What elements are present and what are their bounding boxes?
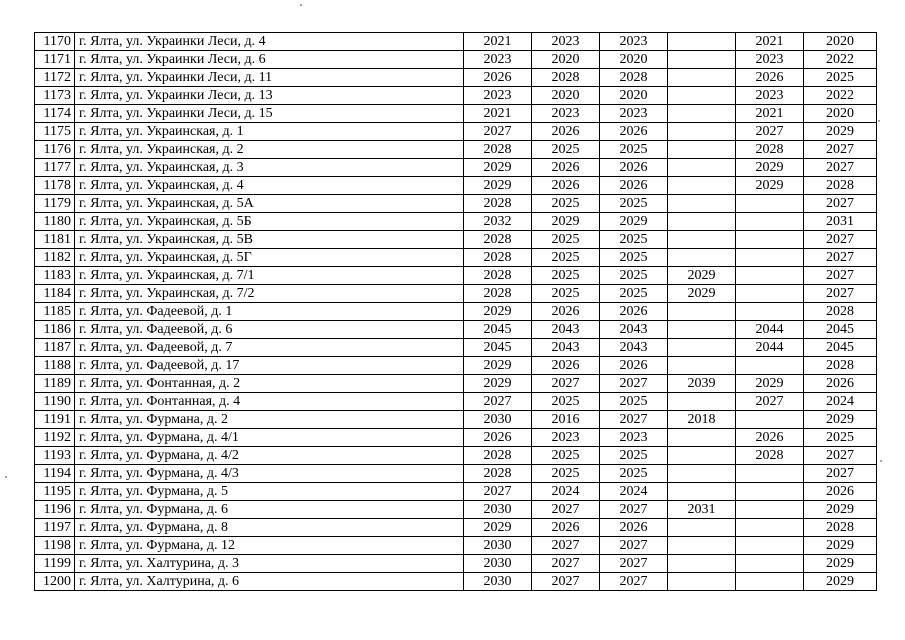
year-cell-5: 2044 bbox=[736, 339, 804, 357]
year-cell-1: 2026 bbox=[464, 69, 532, 87]
row-number: 1174 bbox=[35, 105, 75, 123]
year-cell-2: 2026 bbox=[532, 303, 600, 321]
year-cell-4 bbox=[668, 69, 736, 87]
year-cell-4 bbox=[668, 51, 736, 69]
year-cell-5: 2027 bbox=[736, 393, 804, 411]
year-cell-6: 2020 bbox=[804, 105, 877, 123]
year-cell-5 bbox=[736, 411, 804, 429]
row-number: 1190 bbox=[35, 393, 75, 411]
year-cell-1: 2028 bbox=[464, 447, 532, 465]
year-cell-4 bbox=[668, 141, 736, 159]
year-cell-4 bbox=[668, 357, 736, 375]
row-number: 1177 bbox=[35, 159, 75, 177]
year-cell-2: 2020 bbox=[532, 51, 600, 69]
year-cell-2: 2027 bbox=[532, 537, 600, 555]
year-cell-4 bbox=[668, 447, 736, 465]
row-number: 1199 bbox=[35, 555, 75, 573]
year-cell-1: 2027 bbox=[464, 483, 532, 501]
address-cell: г. Ялта, ул. Украинская, д. 3 bbox=[75, 159, 464, 177]
year-cell-4 bbox=[668, 303, 736, 321]
row-number: 1179 bbox=[35, 195, 75, 213]
table-row bbox=[35, 573, 877, 591]
address-cell: г. Ялта, ул. Фурмана, д. 6 bbox=[75, 501, 464, 519]
year-cell-1: 2026 bbox=[464, 429, 532, 447]
year-cell-1: 2028 bbox=[464, 231, 532, 249]
year-cell-1: 2030 bbox=[464, 573, 532, 591]
year-cell-6: 2026 bbox=[804, 483, 877, 501]
year-cell-6: 2029 bbox=[804, 573, 877, 591]
table-row bbox=[35, 447, 877, 465]
year-cell-1: 2032 bbox=[464, 213, 532, 231]
year-cell-6: 2028 bbox=[804, 519, 877, 537]
year-cell-2: 2025 bbox=[532, 285, 600, 303]
year-cell-6: 2026 bbox=[804, 375, 877, 393]
year-cell-4 bbox=[668, 393, 736, 411]
year-cell-4 bbox=[668, 87, 736, 105]
year-cell-3: 2027 bbox=[600, 411, 668, 429]
address-cell: г. Ялта, ул. Украинки Леси, д. 13 bbox=[75, 87, 464, 105]
year-cell-3: 2025 bbox=[600, 447, 668, 465]
year-cell-1: 2023 bbox=[464, 87, 532, 105]
address-cell: г. Ялта, ул. Украинки Леси, д. 4 bbox=[75, 33, 464, 51]
table-row bbox=[35, 195, 877, 213]
year-cell-2: 2020 bbox=[532, 87, 600, 105]
year-cell-6: 2029 bbox=[804, 123, 877, 141]
address-cell: г. Ялта, ул. Украинки Леси, д. 15 bbox=[75, 105, 464, 123]
row-number: 1196 bbox=[35, 501, 75, 519]
year-cell-3: 2025 bbox=[600, 267, 668, 285]
year-cell-4 bbox=[668, 555, 736, 573]
year-cell-2: 2027 bbox=[532, 573, 600, 591]
year-cell-3: 2026 bbox=[600, 123, 668, 141]
year-cell-1: 2028 bbox=[464, 285, 532, 303]
scan-speck bbox=[880, 460, 882, 462]
year-cell-4 bbox=[668, 177, 736, 195]
row-number: 1194 bbox=[35, 465, 75, 483]
year-cell-2: 2026 bbox=[532, 519, 600, 537]
year-cell-6: 2027 bbox=[804, 267, 877, 285]
year-cell-5 bbox=[736, 195, 804, 213]
year-cell-4 bbox=[668, 429, 736, 447]
table-row bbox=[35, 339, 877, 357]
year-cell-5 bbox=[736, 537, 804, 555]
table-row bbox=[35, 537, 877, 555]
year-cell-5: 2029 bbox=[736, 177, 804, 195]
row-number: 1186 bbox=[35, 321, 75, 339]
table-row bbox=[35, 555, 877, 573]
year-cell-3: 2026 bbox=[600, 303, 668, 321]
address-cell: г. Ялта, ул. Фонтанная, д. 4 bbox=[75, 393, 464, 411]
address-cell: г. Ялта, ул. Фадеевой, д. 17 bbox=[75, 357, 464, 375]
year-cell-6: 2024 bbox=[804, 393, 877, 411]
year-cell-3: 2025 bbox=[600, 465, 668, 483]
year-cell-2: 2025 bbox=[532, 231, 600, 249]
year-cell-6: 2020 bbox=[804, 33, 877, 51]
year-cell-2: 2043 bbox=[532, 339, 600, 357]
year-cell-3: 2026 bbox=[600, 177, 668, 195]
year-cell-6: 2029 bbox=[804, 501, 877, 519]
year-cell-2: 2026 bbox=[532, 123, 600, 141]
table-row bbox=[35, 105, 877, 123]
table-row bbox=[35, 465, 877, 483]
address-cell: г. Ялта, ул. Украинки Леси, д. 6 bbox=[75, 51, 464, 69]
year-cell-2: 2027 bbox=[532, 501, 600, 519]
year-cell-6: 2027 bbox=[804, 159, 877, 177]
year-cell-3: 2029 bbox=[600, 213, 668, 231]
year-cell-6: 2025 bbox=[804, 429, 877, 447]
row-number: 1170 bbox=[35, 33, 75, 51]
year-cell-5: 2044 bbox=[736, 321, 804, 339]
year-cell-5: 2028 bbox=[736, 447, 804, 465]
table-row bbox=[35, 87, 877, 105]
address-cell: г. Ялта, ул. Халтурина, д. 3 bbox=[75, 555, 464, 573]
year-cell-1: 2028 bbox=[464, 195, 532, 213]
year-cell-6: 2027 bbox=[804, 465, 877, 483]
row-number: 1193 bbox=[35, 447, 75, 465]
year-cell-6: 2045 bbox=[804, 339, 877, 357]
year-cell-3: 2026 bbox=[600, 159, 668, 177]
year-cell-5: 2029 bbox=[736, 375, 804, 393]
row-number: 1181 bbox=[35, 231, 75, 249]
year-cell-2: 2025 bbox=[532, 195, 600, 213]
year-cell-3: 2043 bbox=[600, 339, 668, 357]
year-cell-4 bbox=[668, 249, 736, 267]
row-number: 1173 bbox=[35, 87, 75, 105]
row-number: 1197 bbox=[35, 519, 75, 537]
year-cell-6: 2029 bbox=[804, 411, 877, 429]
table-row bbox=[35, 501, 877, 519]
address-cell: г. Ялта, ул. Фурмана, д. 4/1 bbox=[75, 429, 464, 447]
table-row bbox=[35, 51, 877, 69]
address-cell: г. Ялта, ул. Украинская, д. 5В bbox=[75, 231, 464, 249]
scan-speck bbox=[5, 476, 7, 478]
year-cell-5 bbox=[736, 483, 804, 501]
year-cell-2: 2029 bbox=[532, 213, 600, 231]
year-cell-4 bbox=[668, 213, 736, 231]
year-cell-4 bbox=[668, 537, 736, 555]
year-cell-1: 2028 bbox=[464, 141, 532, 159]
address-cell: г. Ялта, ул. Фурмана, д. 4/2 bbox=[75, 447, 464, 465]
row-number: 1189 bbox=[35, 375, 75, 393]
row-number: 1171 bbox=[35, 51, 75, 69]
scan-speck bbox=[878, 120, 880, 122]
address-cell: г. Ялта, ул. Украинки Леси, д. 11 bbox=[75, 69, 464, 87]
year-cell-1: 2028 bbox=[464, 465, 532, 483]
row-number: 1200 bbox=[35, 573, 75, 591]
address-cell: г. Ялта, ул. Украинская, д. 2 bbox=[75, 141, 464, 159]
year-cell-3: 2025 bbox=[600, 393, 668, 411]
year-cell-3: 2027 bbox=[600, 573, 668, 591]
year-cell-2: 2027 bbox=[532, 555, 600, 573]
year-cell-6: 2025 bbox=[804, 69, 877, 87]
address-cell: г. Ялта, ул. Фурмана, д. 2 bbox=[75, 411, 464, 429]
year-cell-4 bbox=[668, 123, 736, 141]
year-cell-3: 2025 bbox=[600, 231, 668, 249]
year-cell-2: 2025 bbox=[532, 447, 600, 465]
year-cell-1: 2029 bbox=[464, 357, 532, 375]
year-cell-3: 2025 bbox=[600, 141, 668, 159]
table-row bbox=[35, 357, 877, 375]
scan-speck bbox=[300, 4, 302, 6]
address-cell: г. Ялта, ул. Халтурина, д. 6 bbox=[75, 573, 464, 591]
year-cell-5 bbox=[736, 303, 804, 321]
row-number: 1183 bbox=[35, 267, 75, 285]
year-cell-1: 2028 bbox=[464, 249, 532, 267]
year-cell-3: 2027 bbox=[600, 555, 668, 573]
year-cell-2: 2023 bbox=[532, 33, 600, 51]
year-cell-6: 2022 bbox=[804, 51, 877, 69]
year-cell-6: 2027 bbox=[804, 195, 877, 213]
year-cell-3: 2025 bbox=[600, 195, 668, 213]
year-cell-3: 2027 bbox=[600, 537, 668, 555]
year-cell-4 bbox=[668, 339, 736, 357]
row-number: 1185 bbox=[35, 303, 75, 321]
year-cell-4: 2029 bbox=[668, 285, 736, 303]
table-row bbox=[35, 231, 877, 249]
table-row bbox=[35, 519, 877, 537]
year-cell-6: 2027 bbox=[804, 285, 877, 303]
address-cell: г. Ялта, ул. Фадеевой, д. 7 bbox=[75, 339, 464, 357]
register-table-body bbox=[35, 33, 877, 591]
year-cell-3: 2020 bbox=[600, 87, 668, 105]
row-number: 1175 bbox=[35, 123, 75, 141]
table-row bbox=[35, 177, 877, 195]
year-cell-6: 2027 bbox=[804, 249, 877, 267]
table-row bbox=[35, 123, 877, 141]
year-cell-5 bbox=[736, 465, 804, 483]
table-row bbox=[35, 249, 877, 267]
address-cell: г. Ялта, ул. Фурмана, д. 8 bbox=[75, 519, 464, 537]
year-cell-3: 2023 bbox=[600, 105, 668, 123]
year-cell-6: 2029 bbox=[804, 537, 877, 555]
year-cell-2: 2025 bbox=[532, 141, 600, 159]
table-row bbox=[35, 411, 877, 429]
year-cell-5 bbox=[736, 249, 804, 267]
year-cell-1: 2045 bbox=[464, 339, 532, 357]
year-cell-1: 2027 bbox=[464, 123, 532, 141]
year-cell-4 bbox=[668, 105, 736, 123]
address-cell: г. Ялта, ул. Украинская, д. 7/1 bbox=[75, 267, 464, 285]
year-cell-3: 2023 bbox=[600, 33, 668, 51]
year-cell-5: 2029 bbox=[736, 159, 804, 177]
row-number: 1188 bbox=[35, 357, 75, 375]
year-cell-6: 2028 bbox=[804, 303, 877, 321]
address-cell: г. Ялта, ул. Украинская, д. 5А bbox=[75, 195, 464, 213]
table-row bbox=[35, 69, 877, 87]
row-number: 1198 bbox=[35, 537, 75, 555]
year-cell-3: 2028 bbox=[600, 69, 668, 87]
year-cell-2: 2026 bbox=[532, 357, 600, 375]
address-cell: г. Ялта, ул. Фурмана, д. 4/3 bbox=[75, 465, 464, 483]
year-cell-1: 2029 bbox=[464, 375, 532, 393]
year-cell-1: 2030 bbox=[464, 555, 532, 573]
table-row bbox=[35, 213, 877, 231]
year-cell-4: 2018 bbox=[668, 411, 736, 429]
year-cell-5: 2027 bbox=[736, 123, 804, 141]
year-cell-4 bbox=[668, 465, 736, 483]
year-cell-6: 2022 bbox=[804, 87, 877, 105]
year-cell-1: 2021 bbox=[464, 105, 532, 123]
table-row bbox=[35, 321, 877, 339]
year-cell-1: 2021 bbox=[464, 33, 532, 51]
year-cell-6: 2029 bbox=[804, 555, 877, 573]
address-cell: г. Ялта, ул. Украинская, д. 5Г bbox=[75, 249, 464, 267]
table-row bbox=[35, 303, 877, 321]
table-row bbox=[35, 429, 877, 447]
address-cell: г. Ялта, ул. Фадеевой, д. 6 bbox=[75, 321, 464, 339]
year-cell-1: 2030 bbox=[464, 537, 532, 555]
year-cell-3: 2020 bbox=[600, 51, 668, 69]
row-number: 1192 bbox=[35, 429, 75, 447]
year-cell-6: 2027 bbox=[804, 447, 877, 465]
year-cell-3: 2025 bbox=[600, 285, 668, 303]
row-number: 1187 bbox=[35, 339, 75, 357]
address-cell: г. Ялта, ул. Фонтанная, д. 2 bbox=[75, 375, 464, 393]
row-number: 1195 bbox=[35, 483, 75, 501]
year-cell-1: 2023 bbox=[464, 51, 532, 69]
year-cell-4 bbox=[668, 33, 736, 51]
year-cell-2: 2026 bbox=[532, 159, 600, 177]
table-row bbox=[35, 483, 877, 501]
year-cell-2: 2025 bbox=[532, 249, 600, 267]
year-cell-6: 2031 bbox=[804, 213, 877, 231]
year-cell-2: 2024 bbox=[532, 483, 600, 501]
year-cell-2: 2027 bbox=[532, 375, 600, 393]
year-cell-3: 2027 bbox=[600, 501, 668, 519]
year-cell-1: 2028 bbox=[464, 267, 532, 285]
year-cell-3: 2027 bbox=[600, 375, 668, 393]
address-cell: г. Ялта, ул. Украинская, д. 1 bbox=[75, 123, 464, 141]
year-cell-5 bbox=[736, 213, 804, 231]
year-cell-6: 2028 bbox=[804, 177, 877, 195]
year-cell-2: 2025 bbox=[532, 465, 600, 483]
year-cell-5 bbox=[736, 555, 804, 573]
year-cell-5 bbox=[736, 501, 804, 519]
year-cell-4: 2039 bbox=[668, 375, 736, 393]
row-number: 1176 bbox=[35, 141, 75, 159]
year-cell-5: 2026 bbox=[736, 429, 804, 447]
year-cell-6: 2028 bbox=[804, 357, 877, 375]
table-row bbox=[35, 375, 877, 393]
year-cell-2: 2026 bbox=[532, 177, 600, 195]
register-table bbox=[34, 32, 877, 591]
year-cell-4 bbox=[668, 231, 736, 249]
year-cell-1: 2030 bbox=[464, 411, 532, 429]
year-cell-2: 2016 bbox=[532, 411, 600, 429]
year-cell-5: 2023 bbox=[736, 87, 804, 105]
year-cell-1: 2027 bbox=[464, 393, 532, 411]
table-row bbox=[35, 267, 877, 285]
year-cell-5 bbox=[736, 285, 804, 303]
row-number: 1184 bbox=[35, 285, 75, 303]
year-cell-4 bbox=[668, 483, 736, 501]
year-cell-5: 2021 bbox=[736, 33, 804, 51]
year-cell-5 bbox=[736, 357, 804, 375]
row-number: 1180 bbox=[35, 213, 75, 231]
year-cell-1: 2029 bbox=[464, 519, 532, 537]
row-number: 1172 bbox=[35, 69, 75, 87]
table-row bbox=[35, 393, 877, 411]
table-row bbox=[35, 285, 877, 303]
year-cell-5 bbox=[736, 267, 804, 285]
year-cell-4 bbox=[668, 195, 736, 213]
table-row bbox=[35, 159, 877, 177]
year-cell-3: 2025 bbox=[600, 249, 668, 267]
year-cell-5: 2023 bbox=[736, 51, 804, 69]
year-cell-5 bbox=[736, 519, 804, 537]
year-cell-2: 2028 bbox=[532, 69, 600, 87]
address-cell: г. Ялта, ул. Фурмана, д. 12 bbox=[75, 537, 464, 555]
year-cell-5 bbox=[736, 573, 804, 591]
address-cell: г. Ялта, ул. Фурмана, д. 5 bbox=[75, 483, 464, 501]
address-cell: г. Ялта, ул. Украинская, д. 7/2 bbox=[75, 285, 464, 303]
year-cell-2: 2023 bbox=[532, 105, 600, 123]
year-cell-2: 2023 bbox=[532, 429, 600, 447]
address-cell: г. Ялта, ул. Фадеевой, д. 1 bbox=[75, 303, 464, 321]
year-cell-3: 2023 bbox=[600, 429, 668, 447]
year-cell-4: 2029 bbox=[668, 267, 736, 285]
year-cell-4 bbox=[668, 519, 736, 537]
year-cell-3: 2043 bbox=[600, 321, 668, 339]
year-cell-4 bbox=[668, 573, 736, 591]
year-cell-2: 2025 bbox=[532, 267, 600, 285]
year-cell-2: 2043 bbox=[532, 321, 600, 339]
address-cell: г. Ялта, ул. Украинская, д. 5Б bbox=[75, 213, 464, 231]
table-row bbox=[35, 33, 877, 51]
year-cell-6: 2027 bbox=[804, 141, 877, 159]
year-cell-1: 2029 bbox=[464, 177, 532, 195]
year-cell-1: 2029 bbox=[464, 303, 532, 321]
year-cell-5: 2021 bbox=[736, 105, 804, 123]
year-cell-5 bbox=[736, 231, 804, 249]
year-cell-5: 2028 bbox=[736, 141, 804, 159]
row-number: 1191 bbox=[35, 411, 75, 429]
year-cell-3: 2024 bbox=[600, 483, 668, 501]
year-cell-1: 2045 bbox=[464, 321, 532, 339]
year-cell-1: 2029 bbox=[464, 159, 532, 177]
row-number: 1182 bbox=[35, 249, 75, 267]
year-cell-4: 2031 bbox=[668, 501, 736, 519]
year-cell-1: 2030 bbox=[464, 501, 532, 519]
year-cell-5: 2026 bbox=[736, 69, 804, 87]
year-cell-4 bbox=[668, 321, 736, 339]
address-cell: г. Ялта, ул. Украинская, д. 4 bbox=[75, 177, 464, 195]
year-cell-6: 2027 bbox=[804, 231, 877, 249]
year-cell-2: 2025 bbox=[532, 393, 600, 411]
table-row bbox=[35, 141, 877, 159]
year-cell-3: 2026 bbox=[600, 519, 668, 537]
year-cell-6: 2045 bbox=[804, 321, 877, 339]
row-number: 1178 bbox=[35, 177, 75, 195]
year-cell-4 bbox=[668, 159, 736, 177]
year-cell-3: 2026 bbox=[600, 357, 668, 375]
